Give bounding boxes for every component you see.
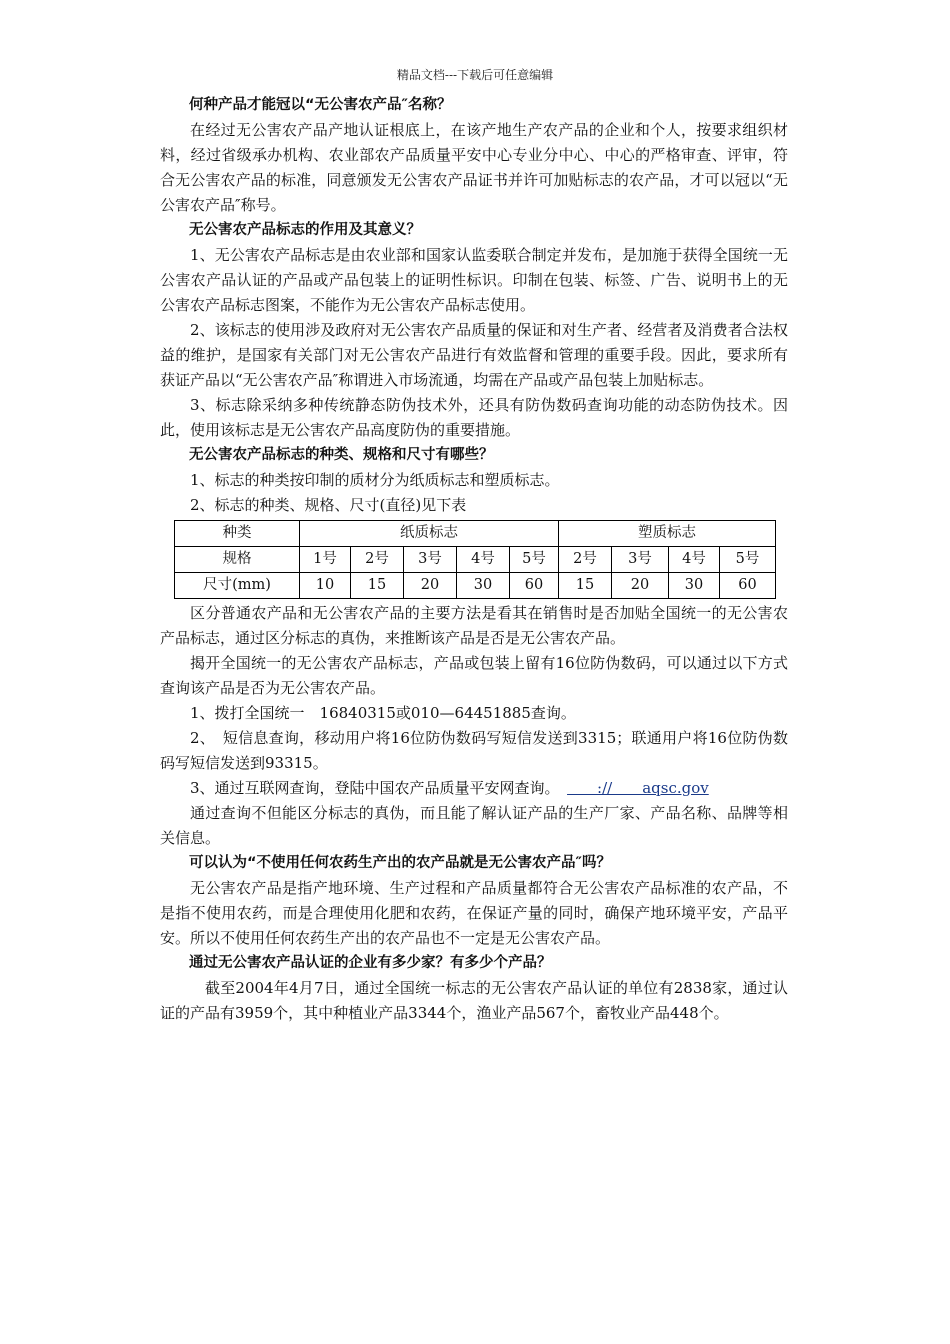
table-cell: 3号 xyxy=(404,547,457,573)
table-cell: 4号 xyxy=(457,547,510,573)
label-spec-table xyxy=(174,520,776,599)
paragraph-q3-1: 1、标志的种类按印制的质材分为纸质标志和塑质标志。 xyxy=(190,471,560,489)
table-cell: 30 xyxy=(669,573,720,599)
table-cell: 尺寸(mm) xyxy=(175,573,300,599)
paragraph-q4-1: 无公害农产品是指产地环境、生产过程和产品质量都符合无公害农产品标准的农产品，不是指不使用农药，而是合理使用化肥和农药，在保证产量的同时，确保产地环境平安，产品平安。所以不使用任何农药生产出的农产品也不一定是无公害农产品。 xyxy=(160,879,788,947)
heading-q2: 无公害农产品标志的作用及其意义？ xyxy=(189,222,421,238)
paragraph-q3-7-text: 3、通过互联网查询，登陆中国农产品质量平安网查询。 xyxy=(190,779,568,797)
paragraph-q3-7 xyxy=(160,776,788,801)
table-cell: 60 xyxy=(720,573,776,599)
paragraph-q1-1: 在经过无公害农产品产地认证根底上，在该产地生产农产品的企业和个人，按要求组织材料，经过省级承办机构、农业部农产品质量平安中心专业分中心、中心的严格审查、评审，符合无公害农产品的标准，同意颁发无公害农产品证书并许可加贴标志的农产品，才可以冠以“无公害农产品″称号。 xyxy=(160,121,788,214)
paragraph-q3-6: 2、 短信息查询，移动用户将16位防伪数码写短信发送到3315；联通用户将16位防伪数码写短信发送到93315。 xyxy=(160,729,788,772)
table-cell: 4号 xyxy=(669,547,720,573)
table-cell: 种类 xyxy=(175,521,300,547)
table-cell: 5号 xyxy=(510,547,559,573)
table-cell: 纸质标志 xyxy=(300,521,559,547)
table-row xyxy=(175,521,776,547)
table-cell: 5号 xyxy=(720,547,776,573)
table-cell: 规格 xyxy=(175,547,300,573)
paragraph-q3-2: 2、标志的种类、规格、尺寸(直径)见下表 xyxy=(190,496,467,514)
table-cell: 10 xyxy=(300,573,351,599)
table-cell: 2号 xyxy=(351,547,404,573)
website-link[interactable]: :// aqsc.gov xyxy=(567,779,709,797)
table-cell: 3号 xyxy=(612,547,669,573)
table-cell: 20 xyxy=(612,573,669,599)
heading-q4: 可以认为“不使用任何农药生产出的农产品就是无公害农产品″吗？ xyxy=(189,855,612,871)
paragraph-q2-2: 2、该标志的使用涉及政府对无公害农产品质量的保证和对生产者、经营者及消费者合法权益的维护，是国家有关部门对无公害农产品进行有效监督和管理的重要手段。因此，要求所有获证产品以“无公害农产品″称谓进入市场流通，均需在产品或产品包装上加贴标志。 xyxy=(160,321,788,389)
paragraph-q3-5: 1、拨打全国统一 16840315或010—64451885查询。 xyxy=(190,704,576,722)
document-body xyxy=(160,93,788,1026)
table-cell: 30 xyxy=(457,573,510,599)
paragraph-q2-1: 1、无公害农产品标志是由农业部和国家认监委联合制定并发布，是加施于获得全国统一无公害农产品认证的产品或产品包装上的证明性标识。印制在包装、标签、广告、说明书上的无公害农产品标志图案，不能作为无公害农产品标志使用。 xyxy=(160,246,788,314)
heading-q3: 无公害农产品标志的种类、规格和尺寸有哪些？ xyxy=(189,447,494,463)
table-row xyxy=(175,573,776,599)
paragraph-q5-1: 截至2004年4月7日，通过全国统一标志的无公害农产品认证的单位有2838家，通过认证的产品有3959个，其中种植业产品3344个，渔业产品567个，畜牧业产品448个。 xyxy=(160,979,788,1022)
paragraph-q2-3: 3、标志除采纳多种传统静态防伪技术外，还具有防伪数码查询功能的动态防伪技术。因此，使用该标志是无公害农产品高度防伪的重要措施。 xyxy=(160,396,788,439)
page-header: 精品文档---下载后可任意编辑 xyxy=(396,68,554,82)
table-cell: 20 xyxy=(404,573,457,599)
paragraph-q3-3: 区分普通农产品和无公害农产品的主要方法是看其在销售时是否加贴全国统一的无公害农产品标志，通过区分标志的真伪，来推断该产品是否是无公害农产品。 xyxy=(160,604,788,647)
table-cell: 塑质标志 xyxy=(559,521,776,547)
table-cell: 15 xyxy=(559,573,612,599)
table-cell: 60 xyxy=(510,573,559,599)
paragraph-q3-4: 揭开全国统一的无公害农产品标志，产品或包装上留有16位防伪数码，可以通过以下方式查询该产品是否为无公害农产品。 xyxy=(160,654,788,697)
table-cell: 1号 xyxy=(300,547,351,573)
heading-q5: 通过无公害农产品认证的企业有多少家？有多少个产品？ xyxy=(189,955,552,971)
heading-q1: 何种产品才能冠以“无公害农产品″名称？ xyxy=(189,97,452,113)
table-cell: 2号 xyxy=(559,547,612,573)
table-cell: 15 xyxy=(351,573,404,599)
table-row xyxy=(175,547,776,573)
paragraph-q3-8: 通过查询不但能区分标志的真伪，而且能了解认证产品的生产厂家、产品名称、品牌等相关信息。 xyxy=(160,804,788,847)
